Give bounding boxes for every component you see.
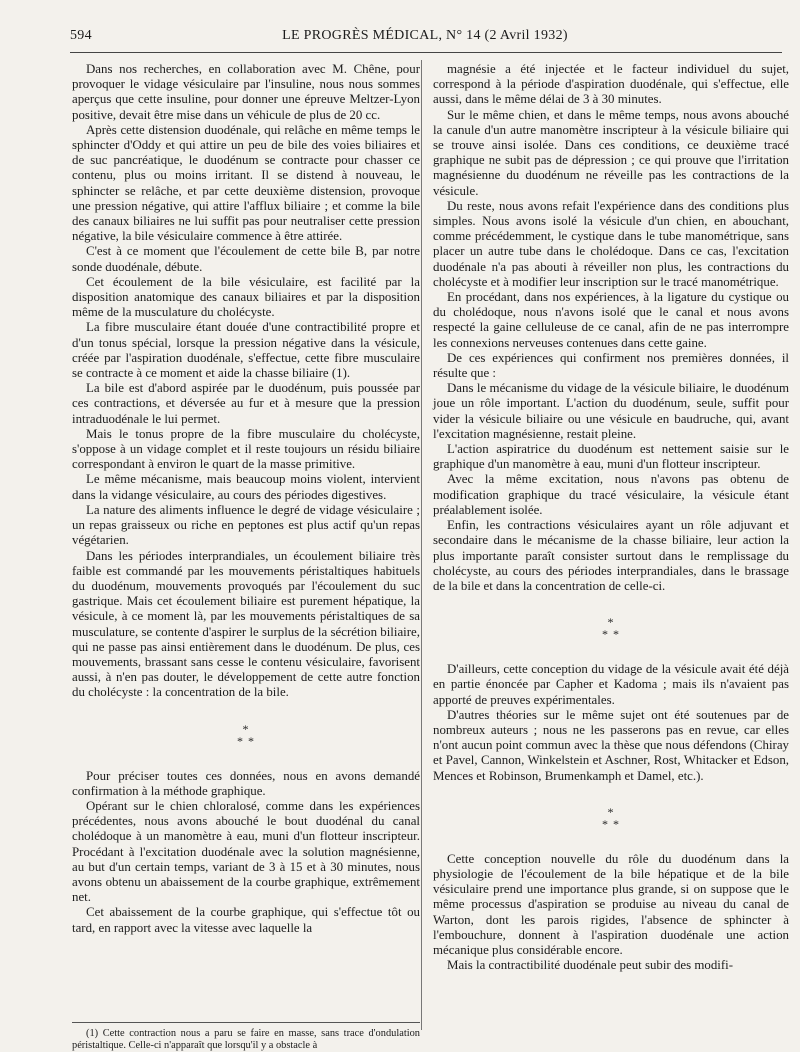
footnote [72, 1022, 420, 1052]
paragraph: Cet écoulement de la bile vésiculaire, est facilité par la disposition anatomique des canaux biliaires et par la disposition même de la musculature du cholécyste. [72, 274, 420, 320]
header-rule [70, 52, 782, 53]
paragraph: Dans le mécanisme du vidage de la vésicule biliaire, le duodénum joue un rôle important. L'action du duodénum, seule, suffit pour vider la vésicule biliaire ou une vésicule en baudruche, qui, avant l'excitation magnésienne, restait pleine. [433, 381, 789, 441]
paragraph: Dans les périodes interprandiales, un écoulement biliaire très faible est commandé par les mouvements péristaltiques habituels du duodénum, mouvements provoqués par l'écoulement du suc gastrique. Mais cet écoulement biliaire est purement hépatique, la vésicule, à ce moment là, par les mouvements péristaltiques de sa musculature, se contente d'aspirer le surplus de la sécrétion biliaire, qui ne passe pas ainsi entièrement dans le duodénum. De plus, ces mouvements, brassant sans cesse le contenu vésiculaire, favorisent aussi, à n'en pas douter, le développement de cette autre fonction du cholécyste : la concentration de la bile. [72, 548, 420, 700]
journal-title: LE PROGRÈS MÉDICAL, N° 14 (2 Avril 1932) [282, 28, 568, 43]
paragraph: De ces expériences qui confirment nos premières données, il résulte que : [433, 350, 789, 381]
paragraph: L'action aspiratrice du duodénum est nettement saisie sur le graphique d'un manomètre à eau, muni d'un flotteur inscripteur. [433, 442, 789, 472]
paragraph: Avec la même excitation, nous n'avons pas obtenu de modification graphique du tracé vésiculaire, la vésicule étant préalablement isolée. [433, 472, 789, 517]
paragraph: Dans nos recherches, en collaboration avec M. Chêne, pour provoquer le vidage vésiculaire par l'insuline, nous nous sommes aperçus que cette insuline, pour donner une épreuve Meltzer-Lyon positive, devait être mise dans un véhicule de plus de 20 cc. [72, 62, 420, 122]
page-number: 594 [70, 28, 92, 43]
paragraph: En procédant, dans nos expériences, à la ligature du cystique ou du cholédoque, nous n'avons isolé que le canal et nous avons respecté la gaine celluleuse de ce canal, afin de ne pas interrompre les connexions nerveuses contenues dans cette gaine. [433, 290, 789, 350]
paragraph: Sur le même chien, et dans le même temps, nous avons abouché la canule d'un autre manomètre inscripteur à la vésicule biliaire qui se trouve ainsi isolée. Dans ces conditions, ce deuxième tracé graphique ne subit pas de dépression ; ce qui prouve que l'irritation magnésienne du duodénum ne réveille pas les contractions de la vésicule. [433, 107, 789, 198]
section-separator: * * * [602, 804, 620, 831]
running-header [70, 28, 780, 50]
footnote-text: (1) Cette contraction nous a paru se faire en masse, sans trace d'ondulation péristaltique. Celle-ci n'apparaît que lorsqu'il y a obstacle à [72, 1028, 420, 1051]
paragraph: Mais la contractibilité duodénale peut subir des modifi- [447, 958, 734, 973]
right-column [433, 62, 789, 973]
paragraph: Mais le tonus propre de la fibre musculaire du cholécyste, s'oppose à un vidage complet et il reste toujours un résidu biliaire correspondant à environ le quart de la masse primitive. [72, 426, 420, 472]
paragraph: La fibre musculaire étant douée d'une contractibilité propre et d'un tonus spécial, lorsque la pression négative dans la vésicule, créée par l'aspiration duodénale, s'effectue, cette fibre musculaire se contracte à ce moment et aide la chasse biliaire (1). [72, 320, 420, 381]
paragraph: Le même mécanisme, mais beaucoup moins violent, intervient dans la vidange vésiculaire, au cours des périodes digestives. [72, 472, 420, 502]
paragraph: D'ailleurs, cette conception du vidage de la vésicule avait été déjà en partie énoncée par Capher et Kadoma ; mais ils n'avaient pas apporté de preuves expérimentales. [433, 662, 789, 707]
paragraph: Enfin, les contractions vésiculaires ayant un rôle adjuvant et secondaire dans le mécanisme de la chasse biliaire, leur action la plus importante paraît consister surtout dans le remplissage du cholécyste, au cours des périodes interprandiales, dans le brassage de la bile et dans la concentration de celle-ci. [433, 518, 789, 593]
section-separator: * * * [602, 615, 620, 642]
paragraph: La nature des aliments influence le degré de vidage vésiculaire ; un repas graisseux ou riche en peptones est plus actif qu'un repas végétarien. [72, 502, 420, 548]
paragraph: C'est à ce moment que l'écoulement de cette bile B, par notre sonde duodénale, débute. [72, 244, 420, 274]
paragraph: Après cette distension duodénale, qui relâche en même temps le sphincter d'Oddy et qui attire un peu de bile des voies biliaires et de suc pancréatique, le duodénum se contracte pour chasser ce contenu, plus ou moins irritant. Il se distend à nouveau, le sphincter se relâche, et par cette deuxième distension, provoque une pression négative, qui attire l'afflux biliaire ; et comme la bile des canaux biliaires ne lui suffit pas pour neutraliser cette pression négative, la bile vésiculaire commence à être attirée. [72, 122, 420, 244]
paragraph: Cette conception nouvelle du rôle du duodénum dans la physiologie de l'écoulement de la bile hépatique et de la bile vésiculaire prend une importance plus grande, si on suppose que le même processus d'aspiration se produise au niveau du canal de Warton, dont les parois rigides, l'absence de sphincter à l'embouchure, donnent à l'aspiration duodénale une action mécanique plus considérable encore. [433, 851, 789, 957]
paragraph: Opérant sur le chien chloralosé, comme dans les expériences précédentes, nous avons abouché le bout duodénal du canal cholédoque à un manomètre à eau, muni d'un flotteur inscripteur. Procédant à l'excitation duodénale avec la solution magnésienne, au but d'un certain temps, variant de 3 à 15 et à 30 minutes, nous avons obtenu un abaissement de la courbe graphique, extrêmement net. [72, 798, 420, 905]
paragraph: Pour préciser toutes ces données, nous en avons demandé confirmation à la méthode graphique. [72, 768, 420, 798]
paragraph: Cet abaissement de la courbe graphique, qui s'effectue tôt ou tard, en rapport avec la vitesse avec laquelle la [72, 905, 420, 935]
section-separator: * * * [237, 721, 255, 748]
paragraph: D'autres théories sur le même sujet ont été soutenues par de nombreux auteurs ; nous ne les passerons pas en revue, car elles n'ont aucun point commun avec la thèse que nous défendons (Chiray et Pavel, Cannon, Winkelstein et Aschner, Rost, Whitacker et Edson, Mences et Robinson, Brumenkamph et Damel, etc.). [433, 707, 789, 783]
left-column [72, 62, 420, 936]
paragraph: magnésie a été injectée et le facteur individuel du sujet, correspond à la période d'aspiration duodénale, qui s'effectue, elle aussi, dans le même délai de 3 à 30 minutes. [433, 62, 789, 107]
paragraph: La bile est d'abord aspirée par le duodénum, puis poussée par ces contractions, et déversée au fur et à mesure que la pression intraduodénale le lui permet. [72, 381, 420, 426]
paragraph: Du reste, nous avons refait l'expérience dans des conditions plus simples. Nous avons isolé la vésicule d'un chien, en abouchant, comme précédemment, le cystique dans le tube manométrique, sans placer un autre tube dans le cholédoque. Dans ce cas, l'excitation duodénale n'a pas abouti à réveiller non plus, les contractions du cholécyste et à modifier leur inscription sur le tracé manométrique. [433, 198, 789, 289]
column-separator [421, 60, 422, 1030]
